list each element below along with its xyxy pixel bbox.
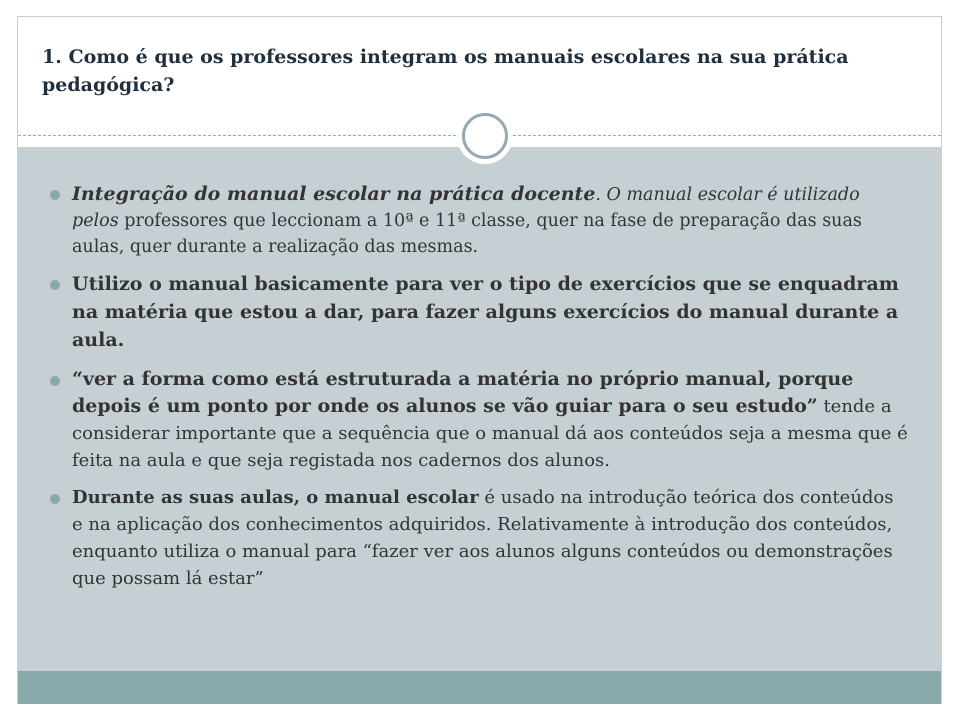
slide-title: 1. Como é que os professores integram os manuais escolares na sua prática pedagógica? — [42, 46, 849, 96]
bullet-1-heading: Integração do manual escolar na prática docente — [72, 183, 596, 205]
bullet-3-text: tende a considerar importante que a sequência que o manual dá aos conteúdos seja a mesma que é feita na aula e que seja registada nos cadernos dos alunos. — [72, 396, 908, 471]
bullet-dot-icon — [50, 280, 60, 290]
bullet-4-heading: Durante as suas aulas, o manual escolar — [72, 487, 479, 508]
bullet-item-3 — [48, 366, 908, 474]
circle-ring — [462, 113, 508, 159]
bottom-band — [18, 671, 941, 704]
bullet-item-1 — [48, 181, 908, 260]
bullet-dot-icon — [50, 494, 60, 504]
circle-ornament-icon — [457, 108, 513, 164]
bullet-1-text: professores que leccionam a 10ª e 11ª classe, quer na fase de preparação das suas aulas, quer durante a realização das mesmas. — [72, 211, 862, 257]
bullet-item-2 — [48, 270, 908, 354]
bullet-dot-icon — [50, 190, 60, 200]
bullet-4-text: é usado na introdução teórica dos conteúdos e na aplicação dos conhecimentos adquiridos. Relativamente à introdução dos conteúdos, enquanto utiliza o manual para “fazer ver aos alunos alguns conteúdos ou demonstrações que possam lá estar” — [72, 487, 894, 589]
bullet-3-quote: “ver a forma como está estruturada a matéria no próprio manual, porque depois é um ponto por onde os alunos se vão guiar para o seu estudo” — [72, 368, 854, 417]
slide-frame — [17, 16, 942, 704]
bullet-1-italic-text: . O manual escolar é utilizado pelos — [72, 185, 860, 231]
bullet-2-text: Utilizo o manual basicamente para ver o tipo de exercícios que se enquadram na matéria que estou a dar, para fazer alguns exercícios do manual durante a aula. — [72, 273, 899, 351]
bullet-list — [48, 181, 908, 592]
content-band — [18, 147, 941, 671]
bullet-item-4 — [48, 484, 908, 592]
bullet-dot-icon — [50, 376, 60, 386]
